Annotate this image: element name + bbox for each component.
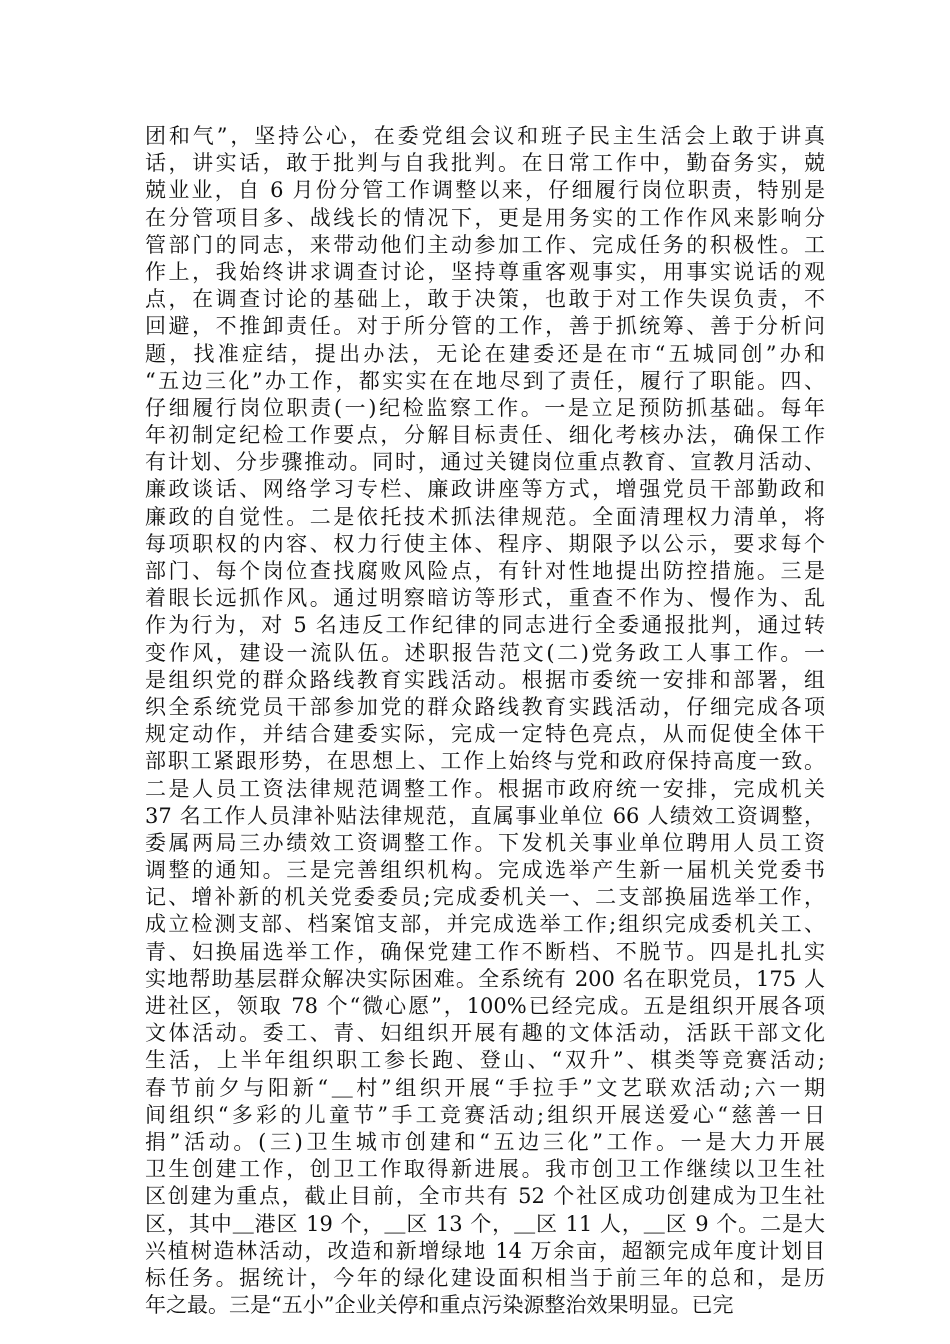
text-line: 区创建为重点，截止目前，全市共有 52 个社区成功创建成为卫生社 <box>145 1184 825 1209</box>
text-line: 在分管项目多、战线长的情况下，更是用务实的工作作风来影响分 <box>145 205 825 230</box>
document-body-text <box>145 123 825 1319</box>
text-line: 兢业业，自 6 月份分管工作调整以来，仔细履行岗位职责，特别是 <box>145 178 825 203</box>
text-line: 织全系统党员干部参加党的群众路线教育实践活动，仔细完成各项 <box>145 694 825 719</box>
text-line: 是组织党的群众路线教育实践活动。根据市委统一安排和部署，组 <box>145 667 825 692</box>
text-line: 二是人员工资法律规范调整工作。根据市政府统一安排，完成机关 <box>145 776 825 801</box>
text-line: 捐”活动。(三)卫生城市创建和“五边三化”工作。一是大力开展 <box>145 1129 825 1154</box>
text-line: 廉政的自觉性。二是依托技术抓法律规范。全面清理权力清单，将 <box>145 504 825 529</box>
text-line: 委属两局三办绩效工资调整工作。下发机关事业单位聘用人员工资 <box>145 830 825 855</box>
text-line: 廉政谈话、网络学习专栏、廉政讲座等方式，增强党员干部勤政和 <box>145 477 825 502</box>
text-line: 着眼长远抓作风。通过明察暗访等形式，重查不作为、慢作为、乱 <box>145 586 825 611</box>
text-line: 实地帮助基层群众解决实际困难。全系统有 200 名在职党员，175 人 <box>145 966 825 991</box>
text-line: 回避，不推卸责任。对于所分管的工作，善于抓统筹、善于分析问 <box>145 314 825 339</box>
text-line: 团和气”，坚持公心，在委党组会议和班子民主生活会上敢于讲真 <box>145 124 825 148</box>
text-line: 生活，上半年组织职工参长跑、登山、“双升”、棋类等竞赛活动; <box>145 1048 825 1073</box>
text-line: 青、妇换届选举工作，确保党建工作不断档、不脱节。四是扎扎实 <box>145 939 825 964</box>
text-line: 记、增补新的机关党委委员;完成委机关一、二支部换届选举工作， <box>145 885 825 910</box>
text-line: 每项职权的内容、权力行使主体、程序、期限予以公示，要求每个 <box>145 531 825 556</box>
text-line: 调整的通知。三是完善组织机构。完成选举产生新一届机关党委书 <box>145 858 825 883</box>
text-line: 部门、每个岗位查找腐败风险点，有针对性地提出防控措施。三是 <box>145 559 825 583</box>
text-line: 题，找准症结，提出办法，无论在建委还是在市“五城同创”办和 <box>145 341 825 366</box>
text-line: 变作风，建设一流队伍。述职报告范文(二)党务政工人事工作。一 <box>145 640 825 665</box>
text-line: 规定动作，并结合建委实际，完成一定特色亮点，从而促使全体干 <box>145 722 825 747</box>
text-line: 作为行为，对 5 名违反工作纪律的同志进行全委通报批判，通过转 <box>145 613 825 638</box>
text-line: 间组织“多彩的儿童节”手工竞赛活动;组织开展送爱心“慈善一日 <box>145 1102 825 1127</box>
text-line: 文体活动。委工、青、妇组织开展有趣的文体活动，活跃干部文化 <box>145 1021 825 1046</box>
text-line: 仔细履行岗位职责(一)纪检监察工作。一是立足预防抓基础。每年 <box>145 395 825 420</box>
text-line: 标任务。据统计，今年的绿化建设面积相当于前三年的总和，是历 <box>145 1265 825 1290</box>
text-line: 作上，我始终讲求调查讨论，坚持尊重客观事实，用事实说话的观 <box>145 259 825 284</box>
text-line: 年之最。三是“五小”企业关停和重点污染源整治效果明显。已完 <box>145 1293 734 1318</box>
text-line: “五边三化”办工作，都实实在在地尽到了责任，履行了职能。四、 <box>145 368 825 393</box>
text-line: 兴植树造林活动，改造和新增绿地 14 万余亩，超额完成年度计划目 <box>145 1238 825 1263</box>
text-line: 管部门的同志，来带动他们主动参加工作、完成任务的积极性。工 <box>145 232 825 257</box>
text-line: 37 名工作人员津补贴法律规范，直属事业单位 66 人绩效工资调整， <box>145 803 825 828</box>
text-line: 成立检测支部、档案馆支部，并完成选举工作;组织完成委机关工、 <box>145 912 825 937</box>
text-line: 有计划、分步骤推动。同时，通过关键岗位重点教育、宣教月活动、 <box>145 450 825 475</box>
text-line: 进社区，领取 78 个“微心愿”，100%已经完成。五是组织开展各项 <box>145 994 825 1018</box>
text-line: 卫生创建工作，创卫工作取得新进展。我市创卫工作继续以卫生社 <box>145 1157 825 1182</box>
text-line: 区，其中＿港区 19 个，＿区 13 个，＿区 11 人，＿区 9 个。二是大 <box>145 1211 825 1236</box>
text-line: 话，讲实话，敢于批判与自我批判。在日常工作中，勤奋务实，兢 <box>145 151 825 176</box>
text-line: 春节前夕与阳新“＿村”组织开展“手拉手”文艺联欢活动;六一期 <box>145 1075 825 1100</box>
text-line: 年初制定纪检工作要点，分解目标责任、细化考核办法，确保工作 <box>145 423 825 448</box>
text-line: 部职工紧跟形势，在思想上、工作上始终与党和政府保持高度一致。 <box>145 749 825 774</box>
text-line: 点，在调查讨论的基础上，敢于决策，也敢于对工作失误负责，不 <box>145 287 825 312</box>
